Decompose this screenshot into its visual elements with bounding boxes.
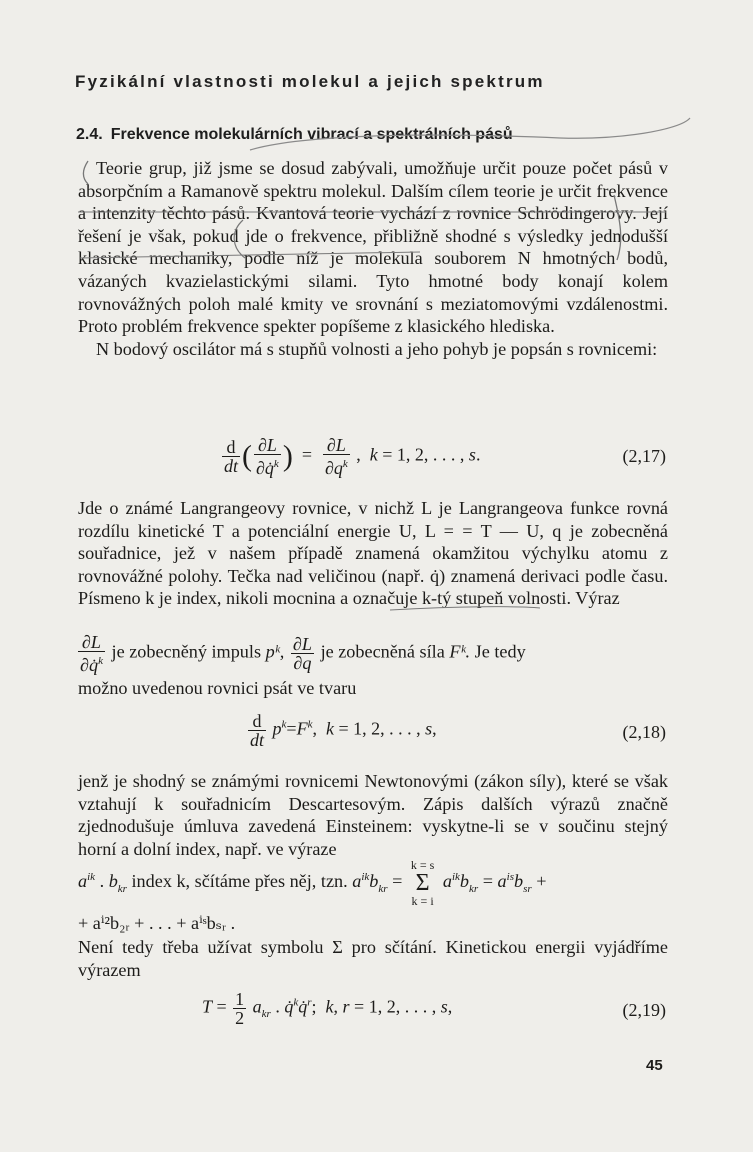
therefore-text: Je tedy: [474, 641, 526, 662]
section-title-text: Frekvence molekulárních vibrací a spektrálních pásů: [110, 126, 513, 143]
einstein-sum-line-2: [78, 912, 668, 935]
equation-2-18-number: (2,18): [622, 722, 666, 742]
paragraph-3-impulse-line: $\frac{\partial L}{\partial q̇^k}$ je zobecněný impuls pᵏ, $\frac{\partial L}{\partial q}$ je zobecněná síla Fᵏ. Je tedy: [80, 632, 526, 676]
equation-2-18-formula: $\frac{d}{dt}$ $p^k=F^k$, k = 1, 2, . . . , s,: [250, 711, 437, 750]
running-head: Fyzikální vlastnosti molekul a jejich spektrum: [75, 72, 545, 91]
paragraph-4-text: jenž je shodný se známými rovnicemi Newtonovými (zákon síly), které se však vztahují k souřadnicím Descartesovým. Zápis dalších výrazů značně zjednodušuje úmluva zavedená Einsteinem: vyskytne-li se v součinu stejný horní a dolní index, např. ve výraze: [78, 771, 668, 859]
paragraph-1-text: Teorie grup, již jsme se dosud zabývali, umožňuje určit pouze počet pásů v absorpčním a Ramanově spektru molekul. Dalším cílem teorie je určit frekvence a intenzity těchto pásů. Kvantová teorie vychází z rovnice Schrödingerovy. Její řešení je však, pokud jde o frekvence, přibližně shodné s výsledky jednodušší klasické mechaniky, podle níž je molekula souborem N hmotných bodů, vázaných kvazielastickými silami. Tyto hmotné body konají kolem rovnovážných poloh malé kmity ve srovnání s meziatomovými vzdálenostmi. Proto problém frekvence spekter popíšeme z klasického hlediska.: [78, 158, 668, 337]
paragraph-1: [78, 157, 668, 360]
paragraph-3-text: Jde o známé Langrangeovy rovnice, v nichž L je Langrangeova funkce rovná rozdílu kinetické T a potenciální energie U, L = = T — U, q je zobecněná souřadnice, jež v našem případě znamená okamžitou výchylku atomu z rovnovážné polohy. Tečka nad veličinou (např. q̇) znamená derivaci podle času. Písmeno k je index, nikoli mocnina a označuje k-tý stupeň volnosti. Výraz: [78, 498, 668, 609]
paragraph-3: [78, 497, 668, 610]
paragraph-2-text: N bodový oscilátor má s stupňů volnosti a jeho pohyb je popsán s rovnicemi:: [96, 338, 658, 359]
equation-2-17: [78, 436, 668, 486]
equation-2-17-formula: $\frac{d}{dt}$ ( $\frac{\partial L}{\partial q̇^k}$ ) = $\frac{\partial L}{\partial q^k}$ , k = 1, 2, . . . , s.: [224, 435, 481, 478]
paragraph-3c-text: možno uvedenou rovnici psát ve tvaru: [78, 678, 357, 698]
einstein-sum-text: index k, sčítáme přes něj, tzn.: [131, 871, 348, 892]
force-symbol: Fᵏ.: [449, 641, 471, 662]
impulse-symbol: pᵏ,: [265, 641, 285, 662]
impulse-text: je zobecněný impuls: [111, 641, 262, 662]
sum-upper-limit: k = s: [410, 858, 435, 872]
einstein-sum-line-2-text: + aⁱ²b₂ᵣ + . . . + aⁱˢbₛᵣ .: [78, 913, 236, 933]
force-text: je zobecněná síla: [320, 641, 445, 662]
equation-2-19-formula: T = $\frac{1}{2}$ $a_{kr}$ . q̇$^k$q̇$^r$; k, r = 1, 2, . . . , s,: [202, 989, 453, 1028]
equation-2-17-number: (2,17): [622, 446, 666, 466]
sum-lower-limit: k = i: [411, 894, 434, 908]
sum-symbol: k = s Σ k = i: [410, 858, 435, 908]
paragraph-5: [78, 936, 668, 981]
page-number: 45: [646, 1057, 663, 1074]
equation-2-19: [78, 990, 668, 1040]
paragraph-5-text: Není tedy třeba užívat symbolu Σ pro sčítání. Kinetickou energii vyjádříme výrazem: [78, 937, 668, 980]
paragraph-4: [78, 770, 668, 860]
equation-2-19-number: (2,19): [622, 1000, 666, 1020]
paragraph-3c: [78, 677, 668, 700]
equation-2-18: [78, 712, 668, 762]
section-heading: [76, 126, 676, 144]
section-number: 2.4.: [76, 126, 103, 143]
einstein-sum-line: $a^{ik}$ . $b_{kr}$ index k, sčítáme přes něj, tzn. $a^{ik}b_{kr} = k = s$ Σ k = i $a^{ik}b_{kr} = a^{is}b_{sr}$ +: [78, 858, 547, 908]
